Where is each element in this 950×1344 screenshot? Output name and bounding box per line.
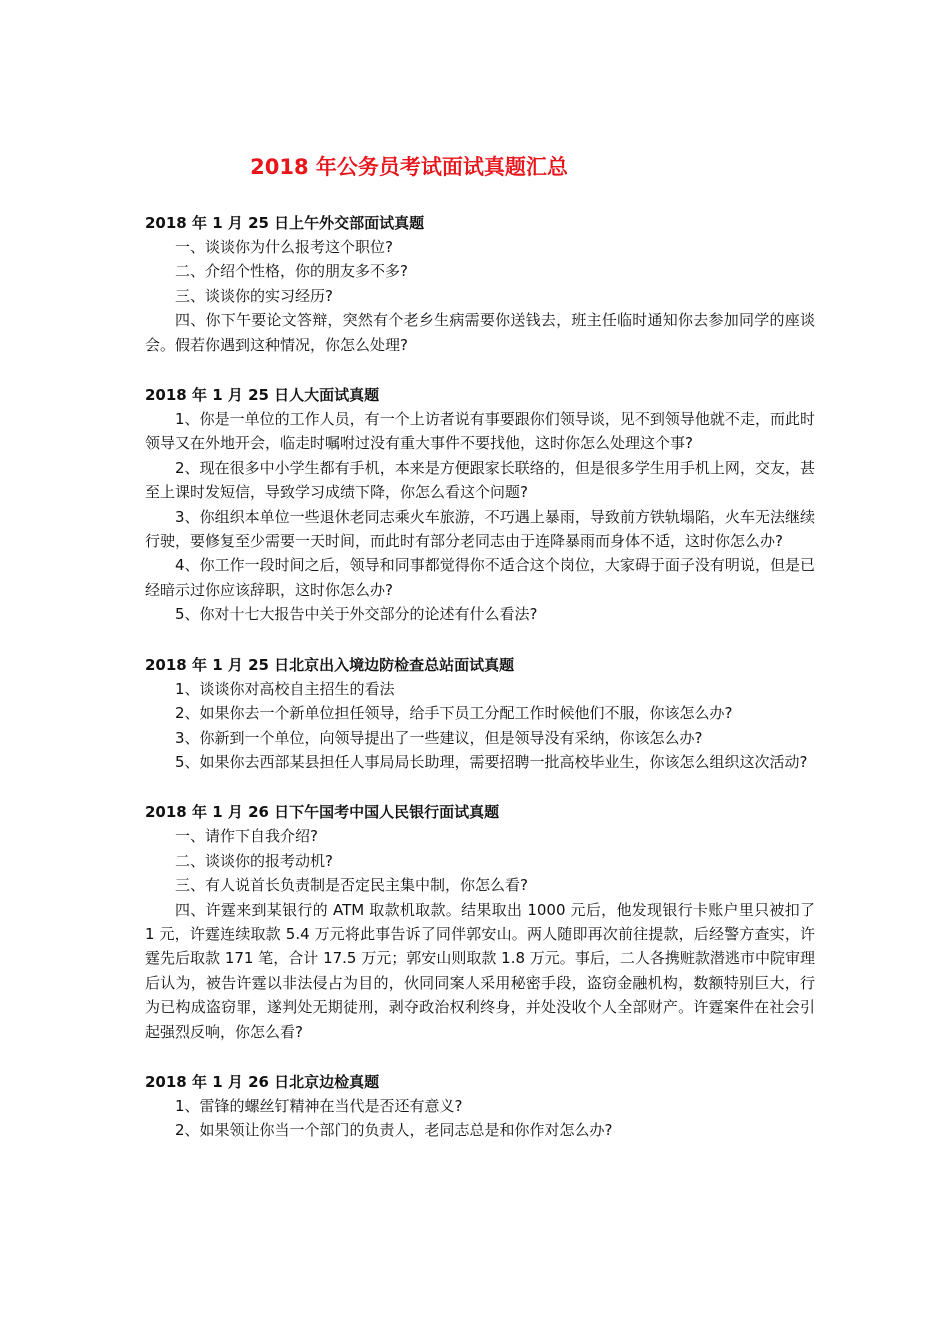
question-item: 1、雷锋的螺丝钉精神在当代是否还有意义? [175, 1096, 463, 1115]
section-heading: 2018 年 1 月 25 日人大面试真题 [145, 386, 380, 405]
question-item: 一、谈谈你为什么报考这个职位? [175, 238, 393, 256]
question-item: 三、谈谈你的实习经历? [175, 286, 333, 305]
question-item: 2、如果领让你当一个部门的负责人，老同志总是和你作对怎么办? [175, 1121, 613, 1140]
question-item: 四、你下午要论文答辩，突然有个老乡生病需要你送钱去，班主任临时通知你去参加同学的座谈会。假若你遇到这种情况，你怎么处理? [145, 311, 815, 354]
section-npc [145, 383, 815, 627]
question-item: 四、许霆来到某银行的 ATM 取款机取款。结果取出 1000 元后，他发现银行卡账户里只被扣了 1 元，许霆连续取款 5.4 万元将此事告诉了同伴郭安山。两人随即再次前往提款，后经警方查实，许霆先后取款 171 笔，合计 17.5 万元；郭安山则取款 1.8 万元。事后，二人各携赃款潜逃市中院审理后认为，被告许霆以非法侵占为目的，伙同同案人采用秘密手段，盗窃金融机构，数额特别巨大，行为已构成盗窃罪，遂判处无期徒刑，剥夺政治权利终身，并处没收个人全部财产。许霆案件在社会引起强烈反响，你怎么看? [145, 900, 815, 1041]
question-item: 2、现在很多中小学生都有手机，本来是方便跟家长联络的，但是很多学生用手机上网，交友，甚至上课时发短信，导致学习成绩下降，你怎么看这个问题? [145, 458, 815, 502]
document-title: 2018 年公务员考试面试真题汇总 [250, 155, 568, 179]
question-item: 1、你是一单位的工作人员，有一个上访者说有事要跟你们领导谈，见不到领导他就不走，而此时领导又在外地开会，临走时嘱咐过没有重大事件不要找他，这时你怎么处理这个事? [145, 410, 815, 453]
section-heading: 2018 年 1 月 25 日上午外交部面试真题 [145, 214, 425, 232]
section-foreign-ministry [145, 211, 815, 357]
section-heading: 2018 年 1 月 26 日北京边检真题 [145, 1072, 380, 1091]
question-item: 3、你组织本单位一些退休老同志乘火车旅游，不巧遇上暴雨，导致前方铁轨塌陷，火车无法继续行驶，要修复至少需要一天时间，而此时有部分老同志由于连降暴雨而身体不适，这时你怎么办? [145, 507, 815, 551]
section-heading: 2018 年 1 月 25 日北京出入境边防检查总站面试真题 [145, 655, 515, 674]
section-border-inspection-station [145, 653, 815, 775]
question-item: 4、你工作一段时间之后，领导和同事都觉得你不适合这个岗位，大家碍于面子没有明说，但是已经暗示过你应该辞职，这时你怎么办? [145, 556, 815, 599]
document-body [145, 211, 815, 1169]
question-item: 3、你新到一个单位，向领导提出了一些建议，但是领导没有采纳，你该怎么办? [175, 728, 703, 747]
question-item: 三、有人说首长负责制是否定民主集中制，你怎么看? [175, 876, 528, 895]
question-item: 一、请作下自我介绍? [175, 827, 318, 846]
section-beijing-border-inspection [145, 1070, 815, 1143]
question-item: 二、介绍个性格，你的朋友多不多? [175, 262, 408, 281]
section-peoples-bank [145, 800, 815, 1044]
question-item: 5、如果你去西部某县担任人事局局长助理，需要招聘一批高校毕业生，你该怎么组织这次活动? [175, 752, 808, 771]
question-item: 1、谈谈你对高校自主招生的看法 [175, 679, 395, 698]
question-item: 2、如果你去一个新单位担任领导，给手下员工分配工作时候他们不服，你该怎么办? [175, 704, 733, 723]
question-item: 5、你对十七大报告中关于外交部分的论述有什么看法? [175, 605, 538, 624]
section-heading: 2018 年 1 月 26 日下午国考中国人民银行面试真题 [145, 803, 500, 822]
question-item: 二、谈谈你的报考动机? [175, 851, 333, 870]
